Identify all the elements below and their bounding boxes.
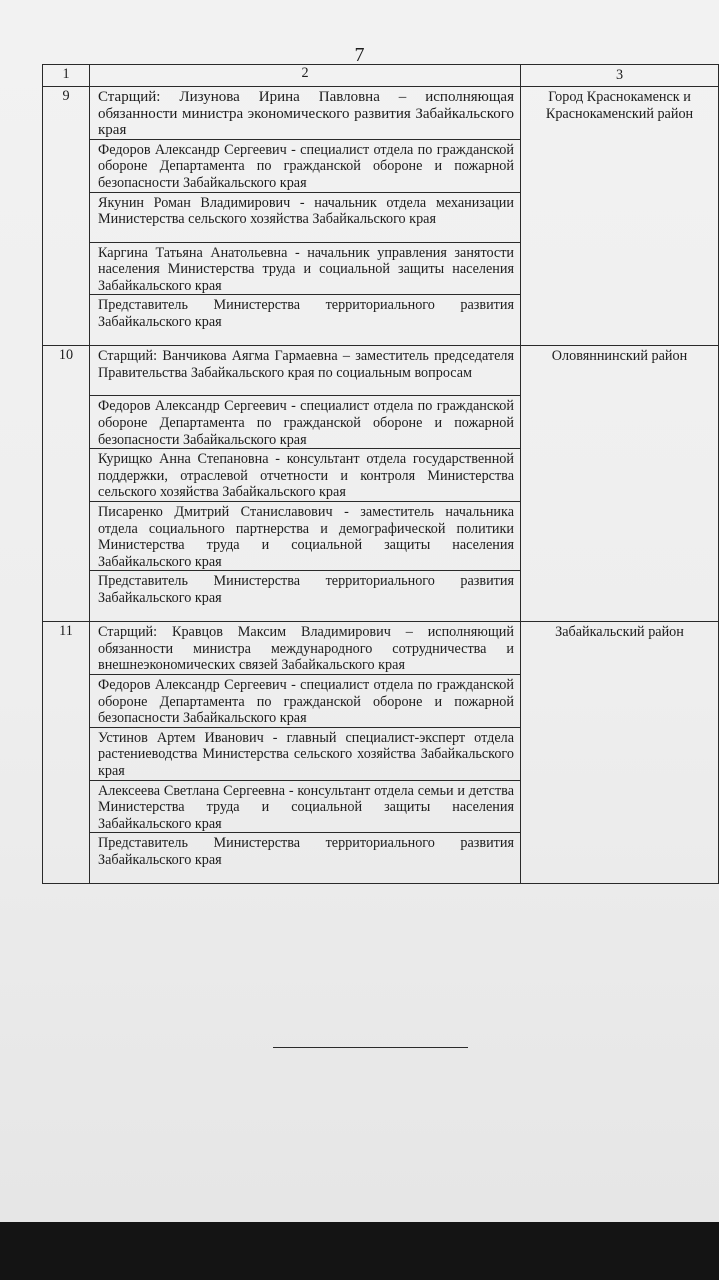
members-cell — [90, 346, 521, 622]
page-number: 7 — [354, 44, 365, 66]
member-entry: Каргина Татьяна Анатольевна - начальник управления занятости населения Министерства труда и социальной защиты населения Забайкальского края — [90, 243, 520, 296]
member-entry: Алексеева Светлана Сергеевна - консультант отдела семьи и детства Министерства труда и социальной защиты населения Забайкальского края — [90, 781, 520, 834]
members-cell — [90, 87, 521, 346]
assignment-table — [42, 64, 719, 884]
member-entry: Представитель Министерства территориального развития Забайкальского края — [98, 297, 514, 330]
member-entry: Курищко Анна Степановна - консультант отдела государственной поддержки, отраслевой отчетности и контроля Министерства сельского хозяйства Забайкальского края — [90, 449, 520, 502]
member-entry: Федоров Александр Сергеевич - специалист отдела по гражданской обороне Департамента по гражданской обороне и пожарной безопасности Забайкальского края — [90, 396, 520, 449]
header-col-2: 2 — [90, 65, 521, 87]
member-entry: Федоров Александр Сергеевич - специалист отдела по гражданской обороне Департамента по гражданской обороне и пожарной безопасности Забайкальского края — [90, 675, 520, 728]
row-number: 9 — [43, 87, 90, 346]
district-cell: Город Краснокаменск и Краснокаменский район — [521, 87, 719, 346]
member-entry: Старщий: Кравцов Максим Владимирович – исполняющий обязанности министра международного сотрудничества и внешнеэкономических связей Забайкальского края — [90, 622, 520, 675]
table-row — [43, 87, 719, 346]
member-entry: Старщий: Ванчикова Аягма Гармаевна – заместитель председателя Правительства Забайкальского края по социальным вопросам — [90, 346, 520, 396]
table-header-row — [43, 65, 719, 87]
row-number: 11 — [43, 622, 90, 884]
member-entry: Устинов Артем Иванович - главный специалист-эксперт отдела растениеводства Министерства сельского хозяйства Забайкальского края — [90, 728, 520, 781]
row-number: 10 — [43, 346, 90, 622]
member-entry: Писаренко Дмитрий Станиславович - заместитель начальника отдела социального партнерства и демографической политики Министерства труда и социальной защиты населения Забайкальского края — [90, 502, 520, 571]
member-entry: Представитель Министерства территориального развития Забайкальского края — [98, 835, 514, 868]
members-cell — [90, 622, 521, 884]
member-entry: Старщий: Лизунова Ирина Павловна – исполняющая обязанности министра экономического развития Забайкальского края — [90, 87, 520, 140]
member-entry: Федоров Александр Сергеевич - специалист отдела по гражданской обороне Департамента по гражданской обороне и пожарной безопасности Забайкальского края — [90, 140, 520, 193]
header-col-1: 1 — [43, 65, 90, 87]
district-cell: Оловяннинский район — [521, 346, 719, 622]
closing-line — [273, 1047, 468, 1048]
table-row — [43, 622, 719, 884]
member-entry: Якунин Роман Владимирович - начальник отдела механизации Министерства сельского хозяйства Забайкальского края — [90, 193, 520, 243]
background-surface — [0, 1222, 719, 1280]
table-row — [43, 346, 719, 622]
district-cell: Забайкальский район — [521, 622, 719, 884]
member-entry: Представитель Министерства территориального развития Забайкальского края — [98, 573, 514, 606]
header-col-3: 3 — [521, 65, 719, 87]
